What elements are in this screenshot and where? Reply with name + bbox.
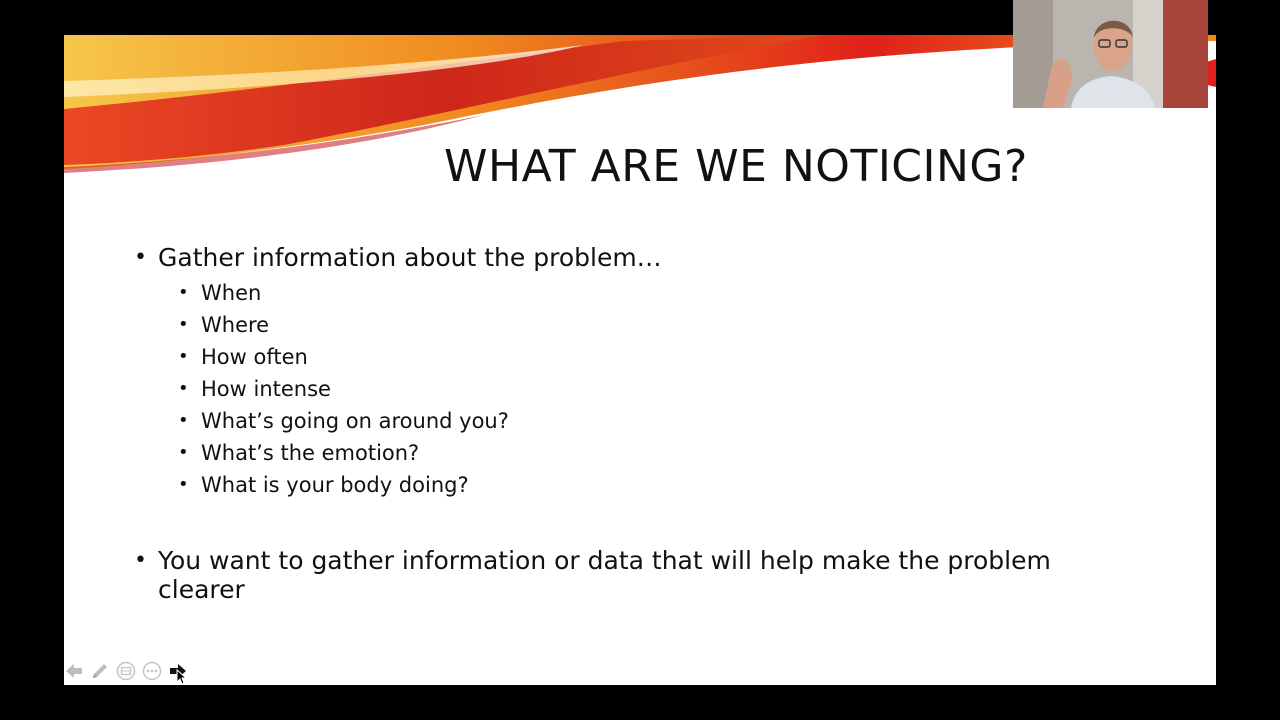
more-options-icon[interactable]	[142, 661, 162, 681]
slide-title: WHAT ARE WE NOTICING?	[444, 141, 1028, 192]
bullet-item	[134, 243, 1134, 272]
sub-bullet-item	[134, 373, 1134, 405]
bullet-marker: •	[178, 378, 189, 399]
bullet-text: How often	[201, 345, 308, 369]
bullet-marker: •	[178, 410, 189, 431]
sub-bullet-item	[134, 469, 1134, 501]
sub-bullet-item	[134, 437, 1134, 469]
sub-bullet-item	[134, 341, 1134, 373]
bullet-text: What is your body doing?	[201, 473, 469, 497]
pen-tool-icon[interactable]	[90, 661, 110, 681]
bullet-text: What’s going on around you?	[201, 409, 509, 433]
bullet-text: You want to gather information or data that will help make the problem clearer	[158, 546, 1051, 604]
bullet-marker: •	[178, 282, 189, 303]
bullet-text: Where	[201, 313, 270, 337]
bullet-marker: •	[134, 245, 147, 270]
bullet-marker: •	[134, 548, 147, 573]
presentation-slide	[64, 35, 1216, 685]
bullet-item	[134, 546, 1134, 604]
previous-slide-icon[interactable]	[64, 661, 84, 681]
sub-bullet-item	[134, 309, 1134, 341]
slide-sorter-icon[interactable]	[116, 661, 136, 681]
presenter-webcam-video	[1013, 0, 1208, 108]
sub-bullet-item	[134, 405, 1134, 437]
bullet-text: Gather information about the problem…	[158, 243, 662, 272]
bullet-text: When	[201, 281, 262, 305]
mouse-cursor-icon	[176, 669, 188, 685]
bullet-marker: •	[178, 314, 189, 335]
bullet-marker: •	[178, 346, 189, 367]
presenter-figure	[1013, 0, 1208, 108]
bullet-marker: •	[178, 474, 189, 495]
bullet-text: What’s the emotion?	[201, 441, 420, 465]
bullet-marker: •	[178, 442, 189, 463]
slideshow-controls	[64, 659, 204, 683]
sub-bullet-item	[134, 277, 1134, 309]
bullet-list	[134, 243, 1134, 604]
bullet-text: How intense	[201, 377, 331, 401]
